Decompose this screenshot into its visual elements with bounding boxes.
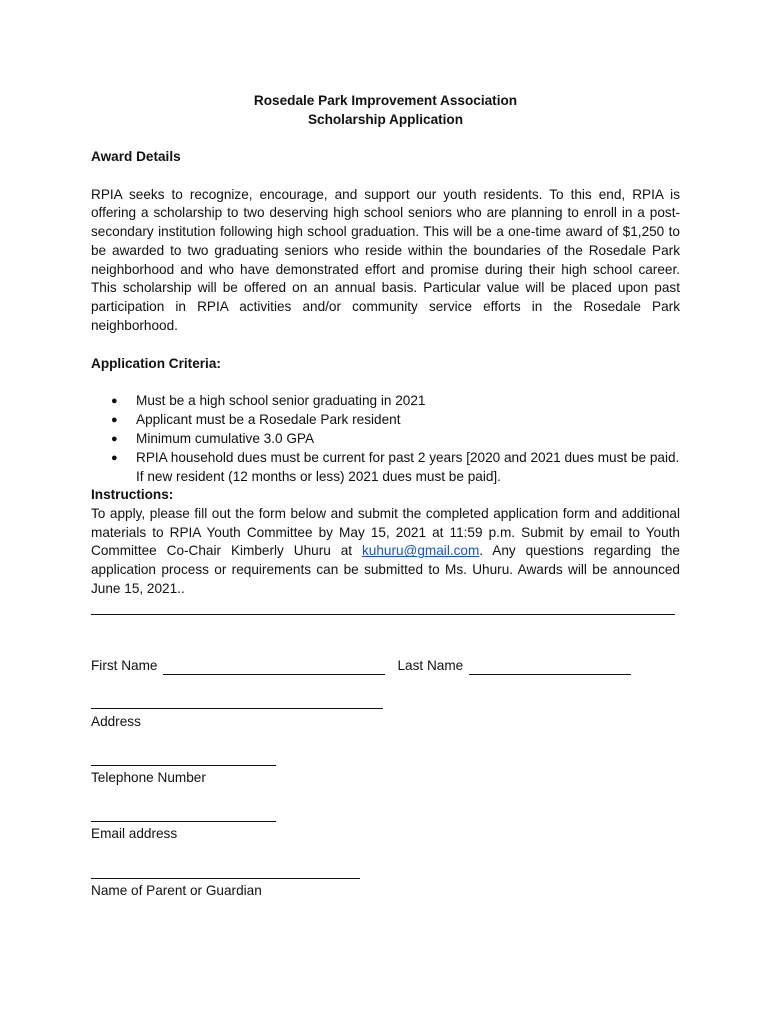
criteria-heading: Application Criteria: [91, 355, 221, 371]
section-divider [91, 614, 675, 615]
criteria-item: ● RPIA household dues must be current for past 2 years [2020 and 2021 dues must be paid. If new resident (12 months or less) 2021 dues must be paid]. [91, 449, 680, 487]
criteria-item: ● Applicant must be a Rosedale Park resident [91, 411, 680, 430]
award-paragraph: RPIA seeks to recognize, encourage, and support our youth residents. To this end, RPIA is offering a scholarship to two deserving high school seniors who are planning to enroll in a post-secondary institution following high school graduation. This will be a one-time award of $1,250 to be awarded to two graduating seniors who reside within the boundaries of the Rosedale Park neighborhood and who have demonstrated effort and promise during their high school career. This scholarship will be offered on an annual basis. Particular value will be placed upon past participation in RPIA activities and/or community service efforts in the Rosedale Park neighborhood. [91, 186, 680, 334]
org-title: Rosedale Park Improvement Association [253, 93, 518, 108]
criteria-item: ● Must be a high school senior graduating in 2021 [91, 392, 680, 411]
email-field[interactable] [91, 821, 276, 822]
parent-label: Name of Parent or Guardian [91, 883, 262, 898]
award-heading: Award Details [91, 149, 181, 164]
telephone-label: Telephone Number [91, 770, 206, 785]
instructions-text: To apply, please fill out the form below and submit the completed application form and additional materials to RPIA Youth Committee by May 15, 2021 at 11:59 p.m. Submit by email to Youth Committee Co-Chair Kimberly Uhuru at [91, 505, 680, 559]
first-name-field[interactable] [163, 660, 385, 675]
last-name-field[interactable] [469, 660, 631, 675]
instructions-heading: Instructions: [91, 487, 174, 503]
name-row [91, 657, 631, 675]
email-label: Email address [91, 826, 178, 841]
criteria-list [91, 392, 680, 486]
document-page [91, 92, 680, 599]
last-name-label: Last Name [397, 658, 464, 673]
first-name-label: First Name [91, 658, 158, 673]
instructions-paragraph [91, 505, 680, 599]
doc-title: Scholarship Application [307, 111, 464, 127]
address-label: Address [91, 714, 141, 729]
address-field[interactable] [91, 708, 383, 709]
telephone-field[interactable] [91, 765, 276, 766]
parent-field[interactable] [91, 878, 360, 879]
instructions-text-end: . Any questions regarding the application process or requirements can be submitted to Ms. Uhuru. Awards will be announced June 15, 2021.. [91, 543, 680, 597]
email-link[interactable]: kuhuru@gmail.com [361, 543, 480, 559]
criteria-item: ● Minimum cumulative 3.0 GPA [91, 430, 680, 449]
